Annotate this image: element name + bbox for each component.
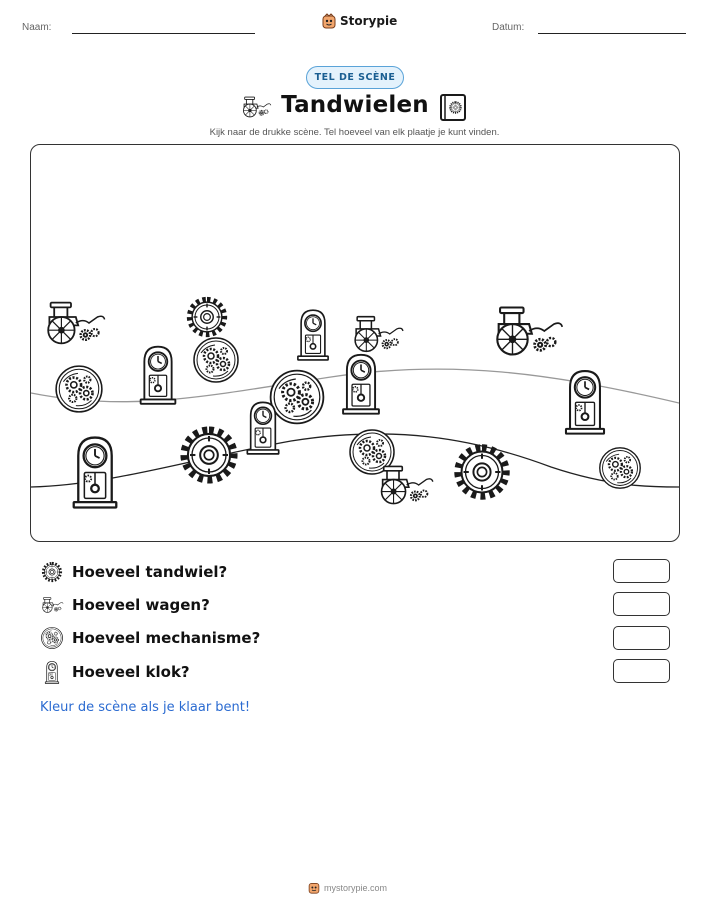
scene-mechanism-icon[interactable] <box>56 366 102 412</box>
clock-icon <box>40 660 64 684</box>
scene-clock-icon[interactable] <box>74 438 117 508</box>
wagon-icon <box>40 593 64 617</box>
footer <box>308 881 387 894</box>
scene-gear-icon[interactable] <box>458 448 506 496</box>
scene-wagon-icon[interactable] <box>497 308 562 355</box>
scene-gear-icon[interactable] <box>190 300 225 335</box>
scene-canvas <box>31 145 679 541</box>
storypie-logo-icon <box>308 881 320 894</box>
question-text: Hoeveel klok? <box>72 663 190 681</box>
scene-wagon-icon[interactable] <box>355 317 403 352</box>
scene-wagon-icon[interactable] <box>382 466 433 503</box>
scene-clock-icon[interactable] <box>247 402 278 454</box>
question-text: Hoeveel wagen? <box>72 596 210 614</box>
scene-clock-icon[interactable] <box>298 310 328 360</box>
name-line[interactable] <box>72 33 255 34</box>
page-title: Tandwielen <box>281 92 429 118</box>
question-row-gear <box>40 560 227 584</box>
question-text: Hoeveel tandwiel? <box>72 563 228 581</box>
instructions: Kijk naar de drukke scène. Tel hoeveel van elk plaatje je kunt vinden. <box>209 127 500 138</box>
scene-mechanism-icon[interactable] <box>194 338 238 382</box>
counting-scene <box>30 144 680 542</box>
scene-gear-icon[interactable] <box>185 431 234 480</box>
scene-mechanism-icon[interactable] <box>271 371 324 424</box>
date-label: Datum: <box>492 22 525 33</box>
footer-url[interactable]: mystorypie.com <box>324 882 388 893</box>
brand-name: Storypie <box>340 14 398 28</box>
answer-box-gear[interactable] <box>613 559 670 583</box>
question-row-mechanism <box>40 626 260 650</box>
question-row-wagon <box>40 593 210 617</box>
scene-clock-icon[interactable] <box>566 371 604 434</box>
answer-box-wagon[interactable] <box>613 592 670 616</box>
coloring-note: Kleur de scène als je klaar bent! <box>40 700 251 715</box>
gear-icon <box>40 560 64 584</box>
scene-mechanism-icon[interactable] <box>600 448 640 488</box>
scene-clock-icon[interactable] <box>343 355 379 414</box>
brand <box>322 13 397 29</box>
mechanism-icon <box>40 626 64 650</box>
wagon-icon <box>240 95 272 119</box>
storypie-logo-icon <box>322 13 336 29</box>
scene-wagon-icon[interactable] <box>48 303 104 344</box>
question-text: Hoeveel mechanisme? <box>72 629 261 647</box>
name-label: Naam: <box>22 22 52 33</box>
answer-box-clock[interactable] <box>613 659 670 683</box>
date-line[interactable] <box>538 33 686 34</box>
scene-clock-icon[interactable] <box>141 347 176 404</box>
answer-box-mechanism[interactable] <box>613 626 670 650</box>
question-row-clock <box>40 660 190 684</box>
gear-book-icon <box>439 94 467 121</box>
activity-badge: TEL DE SCÈNE <box>306 66 404 89</box>
